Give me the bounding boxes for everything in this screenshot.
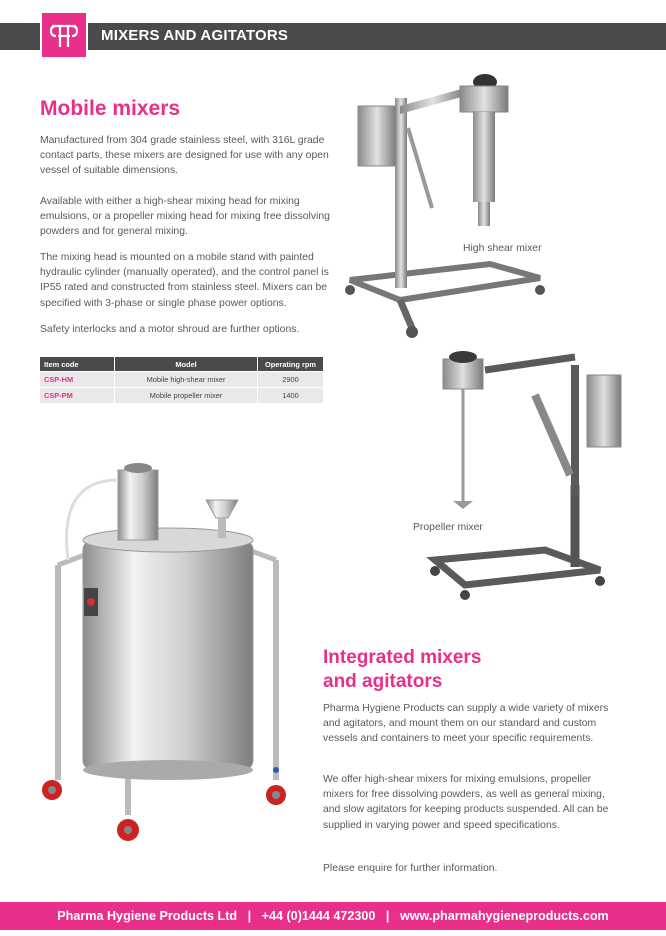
high-shear-mixer-image xyxy=(340,68,560,353)
item-code-cell: CSP-PM xyxy=(40,388,115,404)
integrated-heading-line1: Integrated mixers xyxy=(323,647,482,668)
model-cell: Mobile high-shear mixer xyxy=(115,372,258,388)
item-code-cell: CSP-HM xyxy=(40,372,115,388)
spec-table xyxy=(40,357,323,403)
integrated-paragraph: Pharma Hygiene Products can supply a wide variety of mixers and agitators, and mount them on our standard and custom vessels and containers to meet your specific requirements. xyxy=(323,703,609,745)
table-header-row xyxy=(40,357,323,372)
table-row xyxy=(40,388,323,404)
column-header-rpm: Operating rpm xyxy=(258,357,324,372)
footer-bar xyxy=(0,902,666,930)
rpm-cell: 2900 xyxy=(258,372,324,388)
mobile-paragraph: Safety interlocks and a motor shroud are further options. xyxy=(40,324,300,335)
table-row xyxy=(40,372,323,388)
model-cell: Mobile propeller mixer xyxy=(115,388,258,404)
mobile-mixers-heading: Mobile mixers xyxy=(40,97,181,120)
integrated-paragraph: We offer high-shear mixers for mixing emulsions, propeller mixers for free dissolving powders, as well as general mixing, and slow agitators for keeping products suspended. All can be supplied in varying power and speed specifications. xyxy=(323,774,609,831)
mobile-paragraph: The mixing head is mounted on a mobile stand with painted hydraulic cylinder (manually operated), and the control panel is IP55 rated and constructed from stainless steel. Mixers can be specified with 3-phase or single phase power options. xyxy=(40,252,329,309)
footer-contact-text: Pharma Hygiene Products Ltd | +44 (0)1444 472300 | www.pharmahygieneproducts.com xyxy=(57,909,609,923)
section-title: MIXERS AND AGITATORS xyxy=(101,27,289,44)
high-shear-caption: High shear mixer xyxy=(463,243,542,254)
integrated-heading-line2: and agitators xyxy=(323,671,443,692)
company-logo xyxy=(40,11,88,59)
propeller-mixer-image xyxy=(425,345,635,607)
integrated-paragraph: Please enquire for further information. xyxy=(323,863,498,874)
column-header-item-code: Item code xyxy=(40,357,115,372)
integrated-vessel-image xyxy=(38,440,298,850)
propeller-caption: Propeller mixer xyxy=(413,522,483,533)
rpm-cell: 1400 xyxy=(258,388,324,404)
header-bar xyxy=(0,23,666,50)
pharma-logo-icon xyxy=(47,18,81,52)
column-header-model: Model xyxy=(115,357,258,372)
mobile-paragraph: Available with either a high-shear mixing head for mixing emulsions, or a propeller mixing head for mixing free dissolving powders and for general mixing. xyxy=(40,196,330,238)
mobile-paragraph: Manufactured from 304 grade stainless steel, with 316L grade contact parts, these mixers are designed for use with any open vessel of suitable dimensions. xyxy=(40,135,329,177)
integrated-mixers-heading xyxy=(323,646,543,694)
